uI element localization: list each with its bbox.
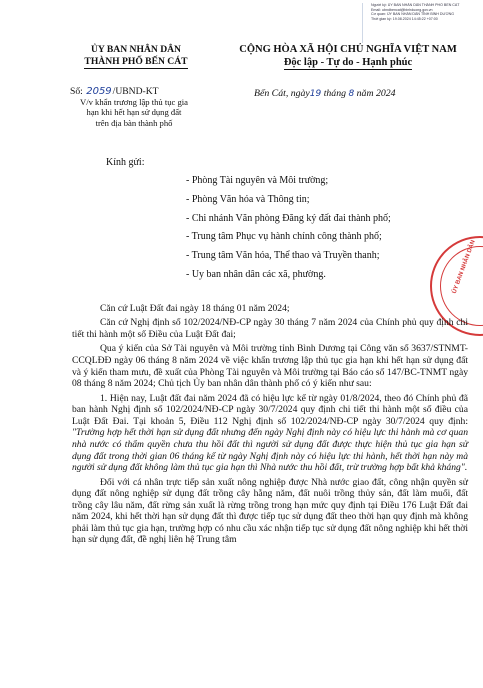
document-subject xyxy=(62,97,206,128)
body-paragraph: Đối với cá nhân trực tiếp sản xuất nông nghiệp được Nhà nước giao đất, công nhận quyền sử dụng đất nông nghiệp sử dụng đất trồng cây hằng năm, đất nuôi trồng thủy sản, đất làm muối, đất trồng cây lâu năm, đất rừng sản xuất là rừng trồng trong hạn mức quy định tại Điều 176 Luật Đất đai năm 2024, khi hết thời hạn sử dụng đất thì được tiếp tục sử dụng đất theo thời hạn quy định mà không phải làm thủ tục gia hạn, trường hợp có nhu cầu xác nhận tiếp tục sử dụng đất nông nghiệp khi hết thời hạn sử dụng đất, đề nghị liên hệ Trung tâm xyxy=(72,476,468,546)
body-text: 1. Hiện nay, Luật đất đai năm 2024 đã có hiệu lực kể từ ngày 01/8/2024, theo đó Chính phủ đã ban hành Nghị định số 102/2024/NĐ-CP ngày 30/7/2024 quy định chi tiết thi hành một số điều của Luật Đất Đai. Tại khoản 5, Điều 112 Nghị định số 102/2024/NĐ-CP ngày 30/7/2024 quy định: xyxy=(72,392,468,427)
date-year: năm 2024 xyxy=(356,88,396,99)
stamp-text: ỦY BAN NHÂN DÂN xyxy=(451,239,477,295)
date-month-label: tháng xyxy=(323,88,347,99)
doc-no-suffix: /UBND-KT xyxy=(112,86,159,97)
recipient-item: - Phòng Văn hóa và Thông tin; xyxy=(186,193,310,205)
document-date xyxy=(254,88,396,99)
subject-line: V/v khẩn trương lập thủ tục gia xyxy=(79,97,188,107)
date-day: 19 xyxy=(309,89,322,99)
org-line-1: ỦY BAN NHÂN DÂN xyxy=(91,44,181,55)
national-heading xyxy=(218,44,478,70)
signature-line: Cơ quan: ỦY BAN NHÂN DÂN TỈNH BÌNH DƯƠNG xyxy=(371,12,455,17)
date-month: 8 xyxy=(348,89,355,99)
signature-line: Thời gian ký: 19.08.2024 14:45:22 +07:00 xyxy=(371,16,438,21)
recipient-item: - Uy ban nhân dân các xã, phường. xyxy=(186,268,326,280)
recipients-label: Kính gửi: xyxy=(106,157,145,168)
doc-no-label: Số: xyxy=(70,86,83,97)
issuing-organization xyxy=(64,44,208,69)
nation-title: CỘNG HÒA XÃ HỘI CHỦ NGHĨA VIỆT NAM xyxy=(239,44,457,55)
recipient-item: - Chi nhánh Văn phòng Đăng ký đất đai thành phố; xyxy=(186,212,391,224)
body-paragraph: Qua ý kiến của Sở Tài nguyên và Môi trường tỉnh Bình Dương tại Công văn số 3637/STNMT-CCQLĐĐ ngày 06 tháng 8 năm 2024 về việc khẩn trương lập thủ tục gia hạn khi hết hạn sử dụng đất và ý kiến tham mưu, đề xuất của Phòng Tài nguyên và Môi trường tại Báo cáo số 147/BC-TNMT ngày 08 tháng 8 năm 2024; Chủ tịch Ủy ban nhân dân thành phố có ý kiến như sau: xyxy=(72,343,468,390)
subject-line: trên địa bàn thành phố xyxy=(95,117,173,128)
subject-line: hạn khi hết hạn sử dụng đất xyxy=(86,107,182,118)
signature-line: Email: ubndbencat@binhduong.gov.vn xyxy=(371,7,433,12)
nation-motto: Độc lập - Tự do - Hạnh phúc xyxy=(284,57,412,71)
document-body xyxy=(72,303,468,549)
recipients-list xyxy=(186,175,466,288)
org-line-2: THÀNH PHỐ BẾN CÁT xyxy=(84,56,188,67)
quoted-regulation: "Trường hợp hết thời hạn sử dụng đất nhưng đến ngày Nghị định này có hiệu lực thi hành mà cơ quan nhà nước có thẩm quyền chưa thu hồi đất thì người sử dụng đất được thực hiện thủ tục gia hạn sử dụng đất trong thời gian 06 tháng kể từ ngày Nghị định này có hiệu lực thi hành, hết thời hạn này mà người sử dụng đất không làm thủ tục gia hạn thì Nhà nước thu hồi đất, trừ trường hợp bất khả kháng". xyxy=(72,427,468,474)
body-paragraph: Căn cứ Luật Đất đai ngày 18 tháng 01 năm 2024; xyxy=(100,303,290,314)
body-paragraph: Căn cứ Nghị định số 102/2024/NĐ-CP ngày 30 tháng 7 năm 2024 của Chính phủ quy định chi tiết thi hành một số Điều của Luật Đất đai; xyxy=(72,317,468,340)
recipient-item: - Trung tâm Phục vụ hành chính công thành phố; xyxy=(186,231,382,243)
recipient-item: - Trung tâm Văn hóa, Thể thao và Truyền thanh; xyxy=(186,250,380,262)
recipient-item: - Phòng Tài nguyên và Môi trường; xyxy=(186,175,329,186)
doc-no-handwritten: 2059 xyxy=(86,86,112,97)
digital-signature-block xyxy=(362,3,483,43)
signature-line: Người ký: ỦY BAN NHÂN DÂN THÀNH PHỐ BẾN CÁT xyxy=(371,3,460,7)
body-paragraph xyxy=(72,393,468,474)
document-number xyxy=(70,86,159,97)
date-prefix: Bến Cát, ngày xyxy=(254,88,310,99)
